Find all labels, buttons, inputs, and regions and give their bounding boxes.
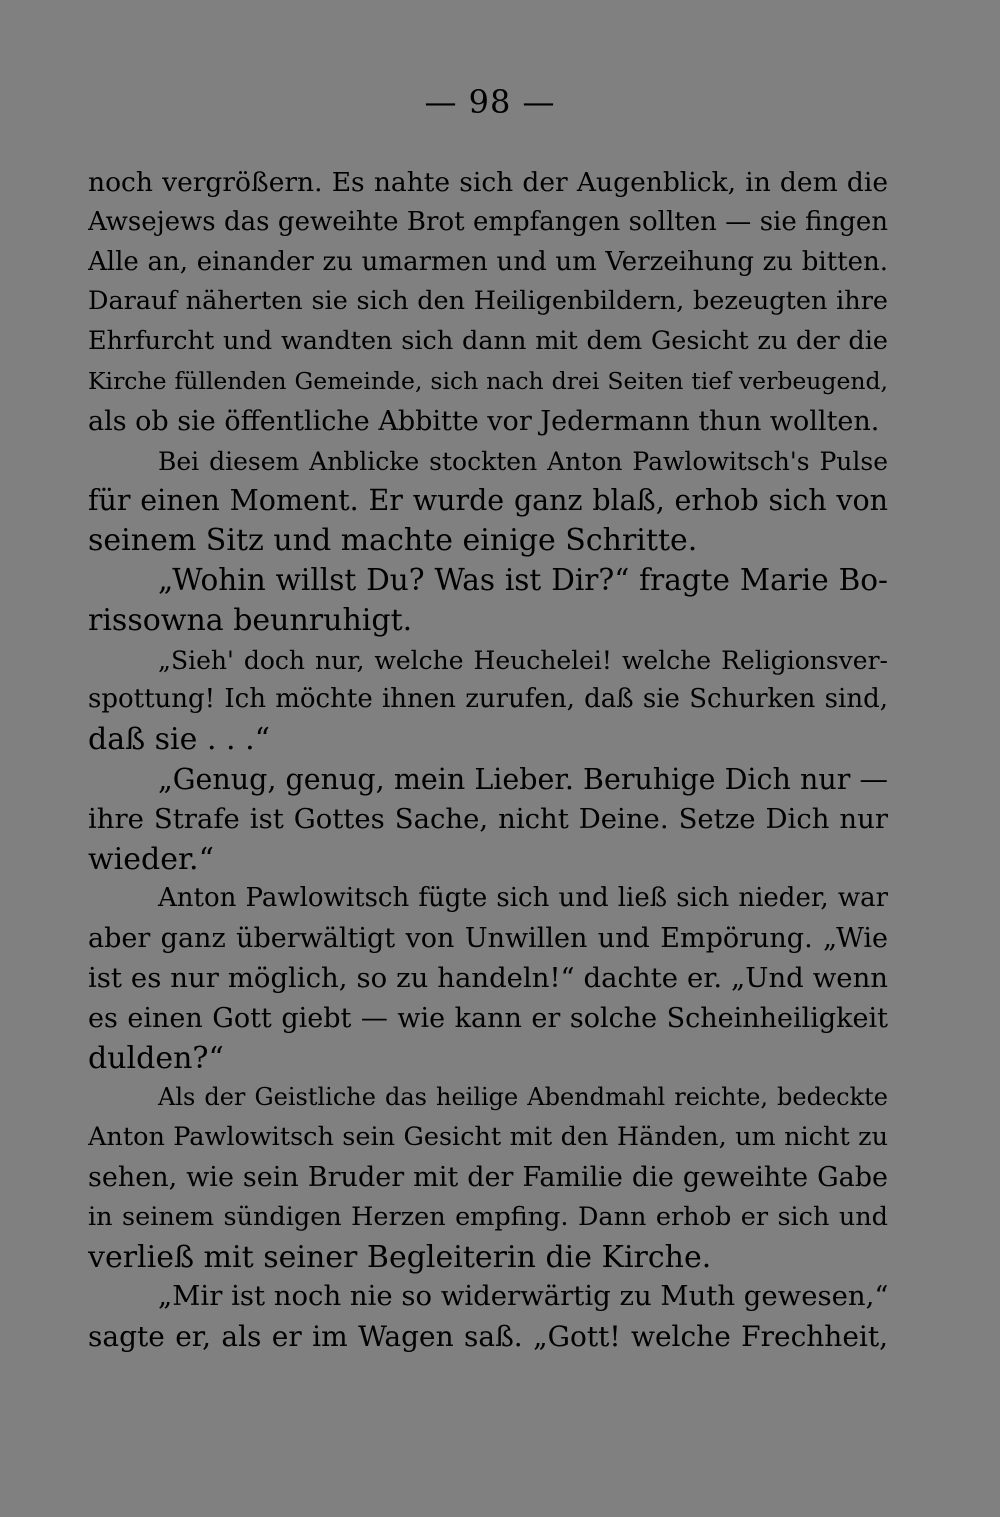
text-line: wieder.“ <box>88 841 214 877</box>
text-line: „Mir ist noch nie so widerwärtig zu Muth gewesen,“ <box>158 1280 888 1313</box>
text-line: es einen Gott giebt — wie kann er solche Scheinheiligkeit <box>88 1002 888 1034</box>
text-line: Anton Pawlowitsch sein Gesicht mit den Händen, um nicht zu <box>88 1122 888 1153</box>
text-line: „Wohin willst Du? Was ist Dir?“ fragte Marie Bo- <box>158 562 888 597</box>
text-line: spottung! Ich möchte ihnen zurufen, daß sie Schurken sind, <box>88 684 888 715</box>
text-line: „Sieh' doch nur, welche Heuchelei! welche Religionsver- <box>158 645 888 675</box>
page-number: — 98 — <box>424 83 556 121</box>
text-line: „Genug, genug, mein Lieber. Beruhige Dich nur — <box>158 762 888 796</box>
text-line: für einen Moment. Er wurde ganz blaß, erhob sich von <box>88 484 888 518</box>
text-line: ist es nur möglich, so zu handeln!“ dachte er. „Und wenn <box>88 961 888 994</box>
text-line: in seinem sündigen Herzen empfing. Dann erhob er sich und <box>88 1201 888 1232</box>
text-line: daß sie . . .“ <box>88 722 270 758</box>
text-line: als ob sie öffentliche Abbitte vor Jedermann thun wollten. <box>88 405 880 437</box>
text-line: Als der Geistliche das heilige Abendmahl reichte, bedeckte <box>158 1083 888 1112</box>
text-line: sagte er, als er im Wagen saß. „Gott! welche Frechheit, <box>88 1320 888 1354</box>
text-line: sehen, wie sein Bruder mit der Familie die geweihte Gabe <box>88 1161 888 1193</box>
text-line: Anton Pawlowitsch fügte sich und ließ sich nieder, war <box>158 883 888 914</box>
text-line: dulden?“ <box>88 1040 224 1076</box>
text-line: Ehrfurcht und wandten sich dann mit dem Gesicht zu der die <box>88 326 888 357</box>
text-line: seinem Sitz und machte einige Schritte. <box>88 523 698 559</box>
text-line: Bei diesem Anblicke stockten Anton Pawlowitsch's Pulse <box>158 446 888 476</box>
text-line: Awsejews das geweihte Brot empfangen sollten — sie fingen <box>88 206 888 237</box>
text-line: rissowna beunruhigt. <box>88 602 413 638</box>
text-line: noch vergrößern. Es nahte sich der Augenblick, in dem die <box>88 167 888 198</box>
text-line: aber ganz überwältigt von Unwillen und Empörung. „Wie <box>88 923 888 955</box>
text-line: ihre Strafe ist Gottes Sache, nicht Deine. Setze Dich nur <box>88 802 888 835</box>
text-line: Darauf näherten sie sich den Heiligenbildern, bezeugten ihre <box>88 286 888 317</box>
text-line: verließ mit seiner Begleiterin die Kirche. <box>88 1239 712 1275</box>
body-text <box>88 163 888 1357</box>
text-line: Alle an, einander zu umarmen und um Verzeihung zu bitten. <box>88 246 888 277</box>
text-line: Kirche füllenden Gemeinde, sich nach drei Seiten tief verbeugend, <box>88 366 888 395</box>
